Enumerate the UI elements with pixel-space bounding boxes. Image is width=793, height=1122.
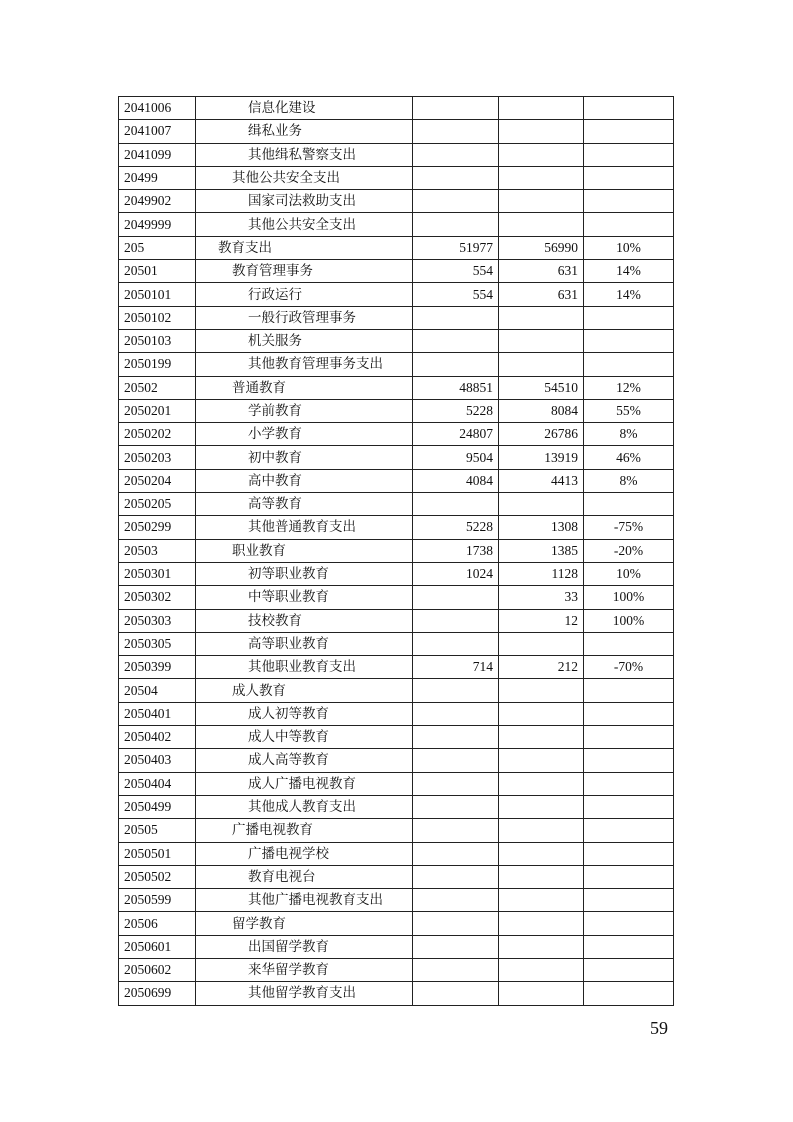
prior-amount-cell <box>413 889 499 912</box>
current-amount-cell: 4413 <box>499 469 584 492</box>
prior-amount-cell <box>413 329 499 352</box>
account-code-cell: 2050699 <box>119 982 196 1005</box>
change-percent-cell: 10% <box>584 562 674 585</box>
account-code-cell: 20501 <box>119 260 196 283</box>
current-amount-cell: 8084 <box>499 399 584 422</box>
prior-amount-cell: 554 <box>413 283 499 306</box>
budget-table <box>118 96 674 1006</box>
budget-table-body <box>119 97 674 1006</box>
account-name-cell: 机关服务 <box>196 329 413 352</box>
prior-amount-cell <box>413 679 499 702</box>
table-row <box>119 982 674 1005</box>
account-name-cell: 教育管理事务 <box>196 260 413 283</box>
change-percent-cell: 100% <box>584 609 674 632</box>
change-percent-cell <box>584 795 674 818</box>
prior-amount-cell: 4084 <box>413 469 499 492</box>
account-code-cell: 2049902 <box>119 190 196 213</box>
current-amount-cell: 1385 <box>499 539 584 562</box>
prior-amount-cell: 5228 <box>413 399 499 422</box>
account-name-cell: 出国留学教育 <box>196 935 413 958</box>
change-percent-cell <box>584 97 674 120</box>
account-name-cell: 其他成人教育支出 <box>196 795 413 818</box>
prior-amount-cell <box>413 166 499 189</box>
account-code-cell: 2050102 <box>119 306 196 329</box>
account-name-cell: 普通教育 <box>196 376 413 399</box>
prior-amount-cell: 5228 <box>413 516 499 539</box>
account-code-cell: 2050205 <box>119 493 196 516</box>
account-name-cell: 其他普通教育支出 <box>196 516 413 539</box>
account-name-cell: 来华留学教育 <box>196 958 413 981</box>
account-name-cell: 教育电视台 <box>196 865 413 888</box>
prior-amount-cell <box>413 306 499 329</box>
account-name-cell: 其他广播电视教育支出 <box>196 889 413 912</box>
account-code-cell: 2049999 <box>119 213 196 236</box>
prior-amount-cell <box>413 749 499 772</box>
prior-amount-cell: 48851 <box>413 376 499 399</box>
account-code-cell: 20506 <box>119 912 196 935</box>
account-code-cell: 2050103 <box>119 329 196 352</box>
current-amount-cell <box>499 306 584 329</box>
current-amount-cell <box>499 120 584 143</box>
change-percent-cell: 10% <box>584 236 674 259</box>
account-code-cell: 2050302 <box>119 586 196 609</box>
prior-amount-cell <box>413 935 499 958</box>
current-amount-cell: 212 <box>499 656 584 679</box>
prior-amount-cell <box>413 726 499 749</box>
table-row <box>119 329 674 352</box>
change-percent-cell <box>584 912 674 935</box>
table-row <box>119 423 674 446</box>
change-percent-cell <box>584 819 674 842</box>
table-row <box>119 772 674 795</box>
change-percent-cell <box>584 166 674 189</box>
account-name-cell: 高等职业教育 <box>196 632 413 655</box>
change-percent-cell <box>584 120 674 143</box>
change-percent-cell <box>584 935 674 958</box>
change-percent-cell: 55% <box>584 399 674 422</box>
table-row <box>119 679 674 702</box>
change-percent-cell <box>584 143 674 166</box>
current-amount-cell <box>499 889 584 912</box>
prior-amount-cell <box>413 958 499 981</box>
change-percent-cell <box>584 958 674 981</box>
table-row <box>119 353 674 376</box>
current-amount-cell: 1128 <box>499 562 584 585</box>
current-amount-cell <box>499 935 584 958</box>
current-amount-cell: 1308 <box>499 516 584 539</box>
current-amount-cell: 33 <box>499 586 584 609</box>
table-row <box>119 143 674 166</box>
account-name-cell: 广播电视教育 <box>196 819 413 842</box>
account-name-cell: 行政运行 <box>196 283 413 306</box>
change-percent-cell <box>584 772 674 795</box>
current-amount-cell <box>499 749 584 772</box>
account-name-cell: 成人高等教育 <box>196 749 413 772</box>
current-amount-cell <box>499 679 584 702</box>
account-name-cell: 其他缉私警察支出 <box>196 143 413 166</box>
account-code-cell: 2050305 <box>119 632 196 655</box>
account-name-cell: 一般行政管理事务 <box>196 306 413 329</box>
table-row <box>119 469 674 492</box>
account-name-cell: 教育支出 <box>196 236 413 259</box>
account-name-cell: 技校教育 <box>196 609 413 632</box>
prior-amount-cell <box>413 493 499 516</box>
prior-amount-cell <box>413 97 499 120</box>
change-percent-cell <box>584 679 674 702</box>
account-name-cell: 其他留学教育支出 <box>196 982 413 1005</box>
prior-amount-cell <box>413 795 499 818</box>
table-row <box>119 842 674 865</box>
table-row <box>119 446 674 469</box>
prior-amount-cell <box>413 120 499 143</box>
table-row <box>119 562 674 585</box>
table-row <box>119 376 674 399</box>
account-name-cell: 成人广播电视教育 <box>196 772 413 795</box>
table-row <box>119 958 674 981</box>
change-percent-cell <box>584 329 674 352</box>
current-amount-cell <box>499 702 584 725</box>
table-row <box>119 726 674 749</box>
table-row <box>119 586 674 609</box>
account-code-cell: 2050303 <box>119 609 196 632</box>
account-name-cell: 中等职业教育 <box>196 586 413 609</box>
account-code-cell: 2050404 <box>119 772 196 795</box>
current-amount-cell: 56990 <box>499 236 584 259</box>
account-name-cell: 国家司法救助支出 <box>196 190 413 213</box>
current-amount-cell <box>499 819 584 842</box>
current-amount-cell <box>499 190 584 213</box>
prior-amount-cell: 24807 <box>413 423 499 446</box>
account-code-cell: 20505 <box>119 819 196 842</box>
account-code-cell: 20502 <box>119 376 196 399</box>
account-name-cell: 其他公共安全支出 <box>196 166 413 189</box>
account-code-cell: 2050202 <box>119 423 196 446</box>
change-percent-cell <box>584 632 674 655</box>
account-code-cell: 2050101 <box>119 283 196 306</box>
change-percent-cell <box>584 493 674 516</box>
change-percent-cell <box>584 306 674 329</box>
prior-amount-cell <box>413 912 499 935</box>
prior-amount-cell: 51977 <box>413 236 499 259</box>
account-code-cell: 2050402 <box>119 726 196 749</box>
current-amount-cell <box>499 632 584 655</box>
current-amount-cell <box>499 97 584 120</box>
account-code-cell: 2050499 <box>119 795 196 818</box>
change-percent-cell <box>584 842 674 865</box>
table-row <box>119 236 674 259</box>
change-percent-cell <box>584 982 674 1005</box>
change-percent-cell <box>584 353 674 376</box>
change-percent-cell: 8% <box>584 469 674 492</box>
account-name-cell: 初等职业教育 <box>196 562 413 585</box>
change-percent-cell: -20% <box>584 539 674 562</box>
prior-amount-cell <box>413 865 499 888</box>
table-row <box>119 260 674 283</box>
account-code-cell: 20504 <box>119 679 196 702</box>
table-row <box>119 795 674 818</box>
account-code-cell: 2050199 <box>119 353 196 376</box>
current-amount-cell <box>499 865 584 888</box>
account-code-cell: 2050501 <box>119 842 196 865</box>
table-row <box>119 120 674 143</box>
table-row <box>119 656 674 679</box>
current-amount-cell <box>499 353 584 376</box>
account-code-cell: 2041007 <box>119 120 196 143</box>
account-name-cell: 其他教育管理事务支出 <box>196 353 413 376</box>
table-row <box>119 166 674 189</box>
account-code-cell: 20503 <box>119 539 196 562</box>
table-row <box>119 516 674 539</box>
current-amount-cell: 26786 <box>499 423 584 446</box>
change-percent-cell <box>584 726 674 749</box>
prior-amount-cell: 714 <box>413 656 499 679</box>
table-row <box>119 493 674 516</box>
table-row <box>119 213 674 236</box>
account-name-cell: 初中教育 <box>196 446 413 469</box>
prior-amount-cell: 554 <box>413 260 499 283</box>
current-amount-cell <box>499 982 584 1005</box>
prior-amount-cell: 1024 <box>413 562 499 585</box>
account-code-cell: 2041099 <box>119 143 196 166</box>
account-code-cell: 2050399 <box>119 656 196 679</box>
account-code-cell: 2050299 <box>119 516 196 539</box>
current-amount-cell: 54510 <box>499 376 584 399</box>
change-percent-cell <box>584 213 674 236</box>
change-percent-cell: -70% <box>584 656 674 679</box>
table-row <box>119 749 674 772</box>
prior-amount-cell <box>413 213 499 236</box>
account-code-cell: 2050403 <box>119 749 196 772</box>
account-code-cell: 2041006 <box>119 97 196 120</box>
table-row <box>119 819 674 842</box>
current-amount-cell <box>499 726 584 749</box>
table-row <box>119 632 674 655</box>
change-percent-cell: 12% <box>584 376 674 399</box>
account-code-cell: 2050602 <box>119 958 196 981</box>
account-name-cell: 广播电视学校 <box>196 842 413 865</box>
account-name-cell: 学前教育 <box>196 399 413 422</box>
table-row <box>119 190 674 213</box>
current-amount-cell <box>499 493 584 516</box>
account-code-cell: 2050204 <box>119 469 196 492</box>
prior-amount-cell <box>413 586 499 609</box>
account-name-cell: 小学教育 <box>196 423 413 446</box>
prior-amount-cell <box>413 842 499 865</box>
account-code-cell: 2050599 <box>119 889 196 912</box>
table-row <box>119 306 674 329</box>
change-percent-cell <box>584 749 674 772</box>
prior-amount-cell <box>413 353 499 376</box>
account-code-cell: 2050201 <box>119 399 196 422</box>
change-percent-cell <box>584 865 674 888</box>
account-code-cell: 205 <box>119 236 196 259</box>
prior-amount-cell <box>413 982 499 1005</box>
account-code-cell: 2050601 <box>119 935 196 958</box>
account-name-cell: 缉私业务 <box>196 120 413 143</box>
current-amount-cell <box>499 772 584 795</box>
prior-amount-cell <box>413 632 499 655</box>
prior-amount-cell: 1738 <box>413 539 499 562</box>
page-number: 59 <box>650 1018 668 1038</box>
account-code-cell: 2050401 <box>119 702 196 725</box>
table-row <box>119 702 674 725</box>
account-code-cell: 2050301 <box>119 562 196 585</box>
table-row <box>119 283 674 306</box>
current-amount-cell <box>499 166 584 189</box>
account-name-cell: 其他职业教育支出 <box>196 656 413 679</box>
prior-amount-cell <box>413 190 499 213</box>
table-row <box>119 609 674 632</box>
current-amount-cell <box>499 213 584 236</box>
table-row <box>119 539 674 562</box>
table-row <box>119 97 674 120</box>
account-name-cell: 成人中等教育 <box>196 726 413 749</box>
change-percent-cell: 100% <box>584 586 674 609</box>
prior-amount-cell <box>413 819 499 842</box>
account-name-cell: 高等教育 <box>196 493 413 516</box>
change-percent-cell: 8% <box>584 423 674 446</box>
current-amount-cell: 631 <box>499 260 584 283</box>
table-row <box>119 889 674 912</box>
change-percent-cell: -75% <box>584 516 674 539</box>
current-amount-cell <box>499 329 584 352</box>
current-amount-cell <box>499 795 584 818</box>
current-amount-cell <box>499 143 584 166</box>
account-name-cell: 留学教育 <box>196 912 413 935</box>
account-name-cell: 成人教育 <box>196 679 413 702</box>
prior-amount-cell: 9504 <box>413 446 499 469</box>
current-amount-cell <box>499 842 584 865</box>
account-name-cell: 成人初等教育 <box>196 702 413 725</box>
account-code-cell: 2050502 <box>119 865 196 888</box>
table-row <box>119 865 674 888</box>
current-amount-cell: 631 <box>499 283 584 306</box>
account-name-cell: 其他公共安全支出 <box>196 213 413 236</box>
account-name-cell: 高中教育 <box>196 469 413 492</box>
change-percent-cell: 14% <box>584 283 674 306</box>
account-code-cell: 2050203 <box>119 446 196 469</box>
current-amount-cell <box>499 912 584 935</box>
current-amount-cell: 12 <box>499 609 584 632</box>
prior-amount-cell <box>413 143 499 166</box>
prior-amount-cell <box>413 772 499 795</box>
account-name-cell: 信息化建设 <box>196 97 413 120</box>
change-percent-cell: 46% <box>584 446 674 469</box>
change-percent-cell <box>584 889 674 912</box>
prior-amount-cell <box>413 609 499 632</box>
prior-amount-cell <box>413 702 499 725</box>
change-percent-cell <box>584 702 674 725</box>
account-name-cell: 职业教育 <box>196 539 413 562</box>
current-amount-cell: 13919 <box>499 446 584 469</box>
current-amount-cell <box>499 958 584 981</box>
table-row <box>119 912 674 935</box>
change-percent-cell <box>584 190 674 213</box>
account-code-cell: 20499 <box>119 166 196 189</box>
table-row <box>119 935 674 958</box>
table-row <box>119 399 674 422</box>
change-percent-cell: 14% <box>584 260 674 283</box>
